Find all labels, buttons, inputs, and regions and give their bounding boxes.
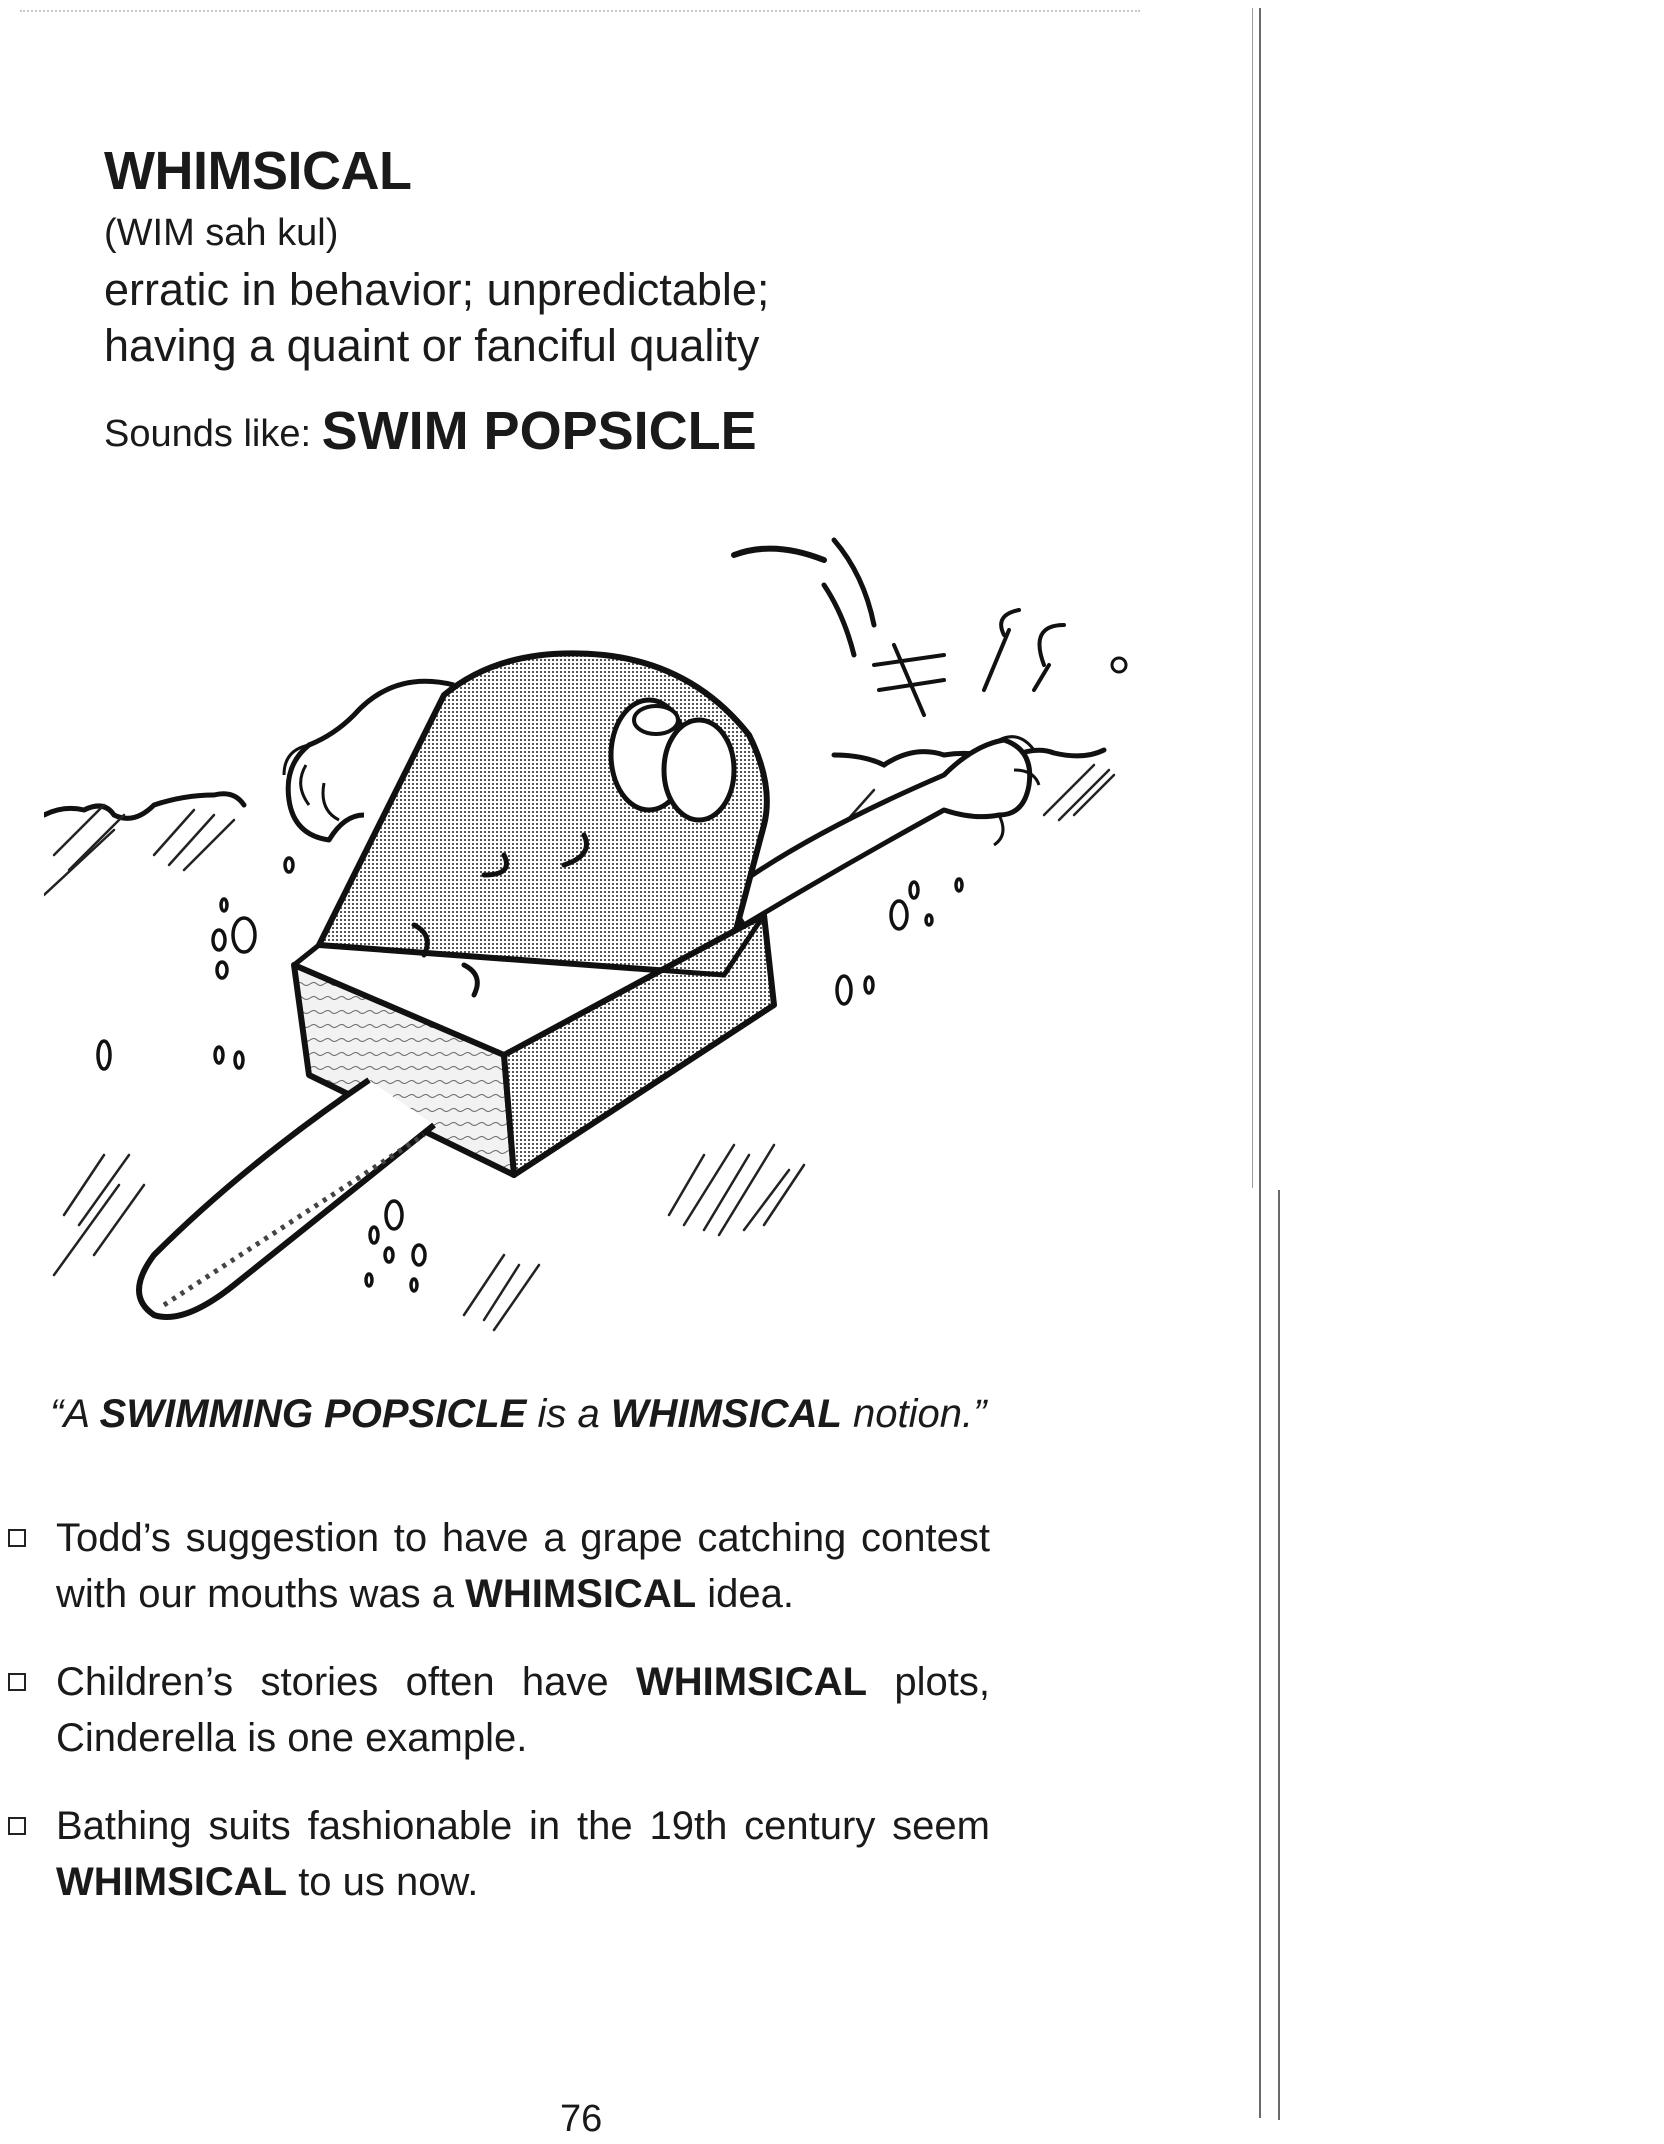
entry-word: WHIMSICAL [104, 141, 412, 201]
page-number: 76 [560, 2098, 603, 2140]
caption-term-whimsical: WHIMSICAL [610, 1392, 842, 1436]
entry-definition [104, 262, 864, 374]
definition-line-2: having a quaint or fanciful quality [104, 320, 760, 371]
caption-term-swimming-popsicle: SWIMMING POPSICLE [99, 1392, 527, 1436]
scan-top-edge [20, 10, 1140, 12]
sounds-like-label: Sounds like: [104, 413, 312, 455]
swimming-popsicle-illustration [44, 515, 1154, 1375]
entry-pronunciation: (WIM sah kul) [104, 212, 339, 254]
sounds-like-phrase: SWIM POPSICLE [321, 401, 757, 461]
example-sentence: Children’s stories often have WHIMSICAL plots, Cinderella is one example. [0, 1654, 990, 1766]
checkbox-icon [8, 1673, 26, 1691]
checkbox-icon [8, 1817, 26, 1835]
checkbox-icon [8, 1529, 26, 1547]
example-caption: “A SWIMMING POPSICLE is a WHIMSICAL notion.” [50, 1392, 987, 1436]
example-sentence: Bathing suits fashionable in the 19th century seem WHIMSICAL to us now. [0, 1798, 990, 1910]
sounds-like [104, 400, 757, 462]
definition-line-1: erratic in behavior; unpredictable; [104, 264, 770, 315]
example-sentences [0, 1510, 990, 1942]
page-binding-edge [1252, 0, 1292, 2144]
example-sentence: Todd’s suggestion to have a grape catching contest with our mouths was a WHIMSICAL idea. [0, 1510, 990, 1622]
